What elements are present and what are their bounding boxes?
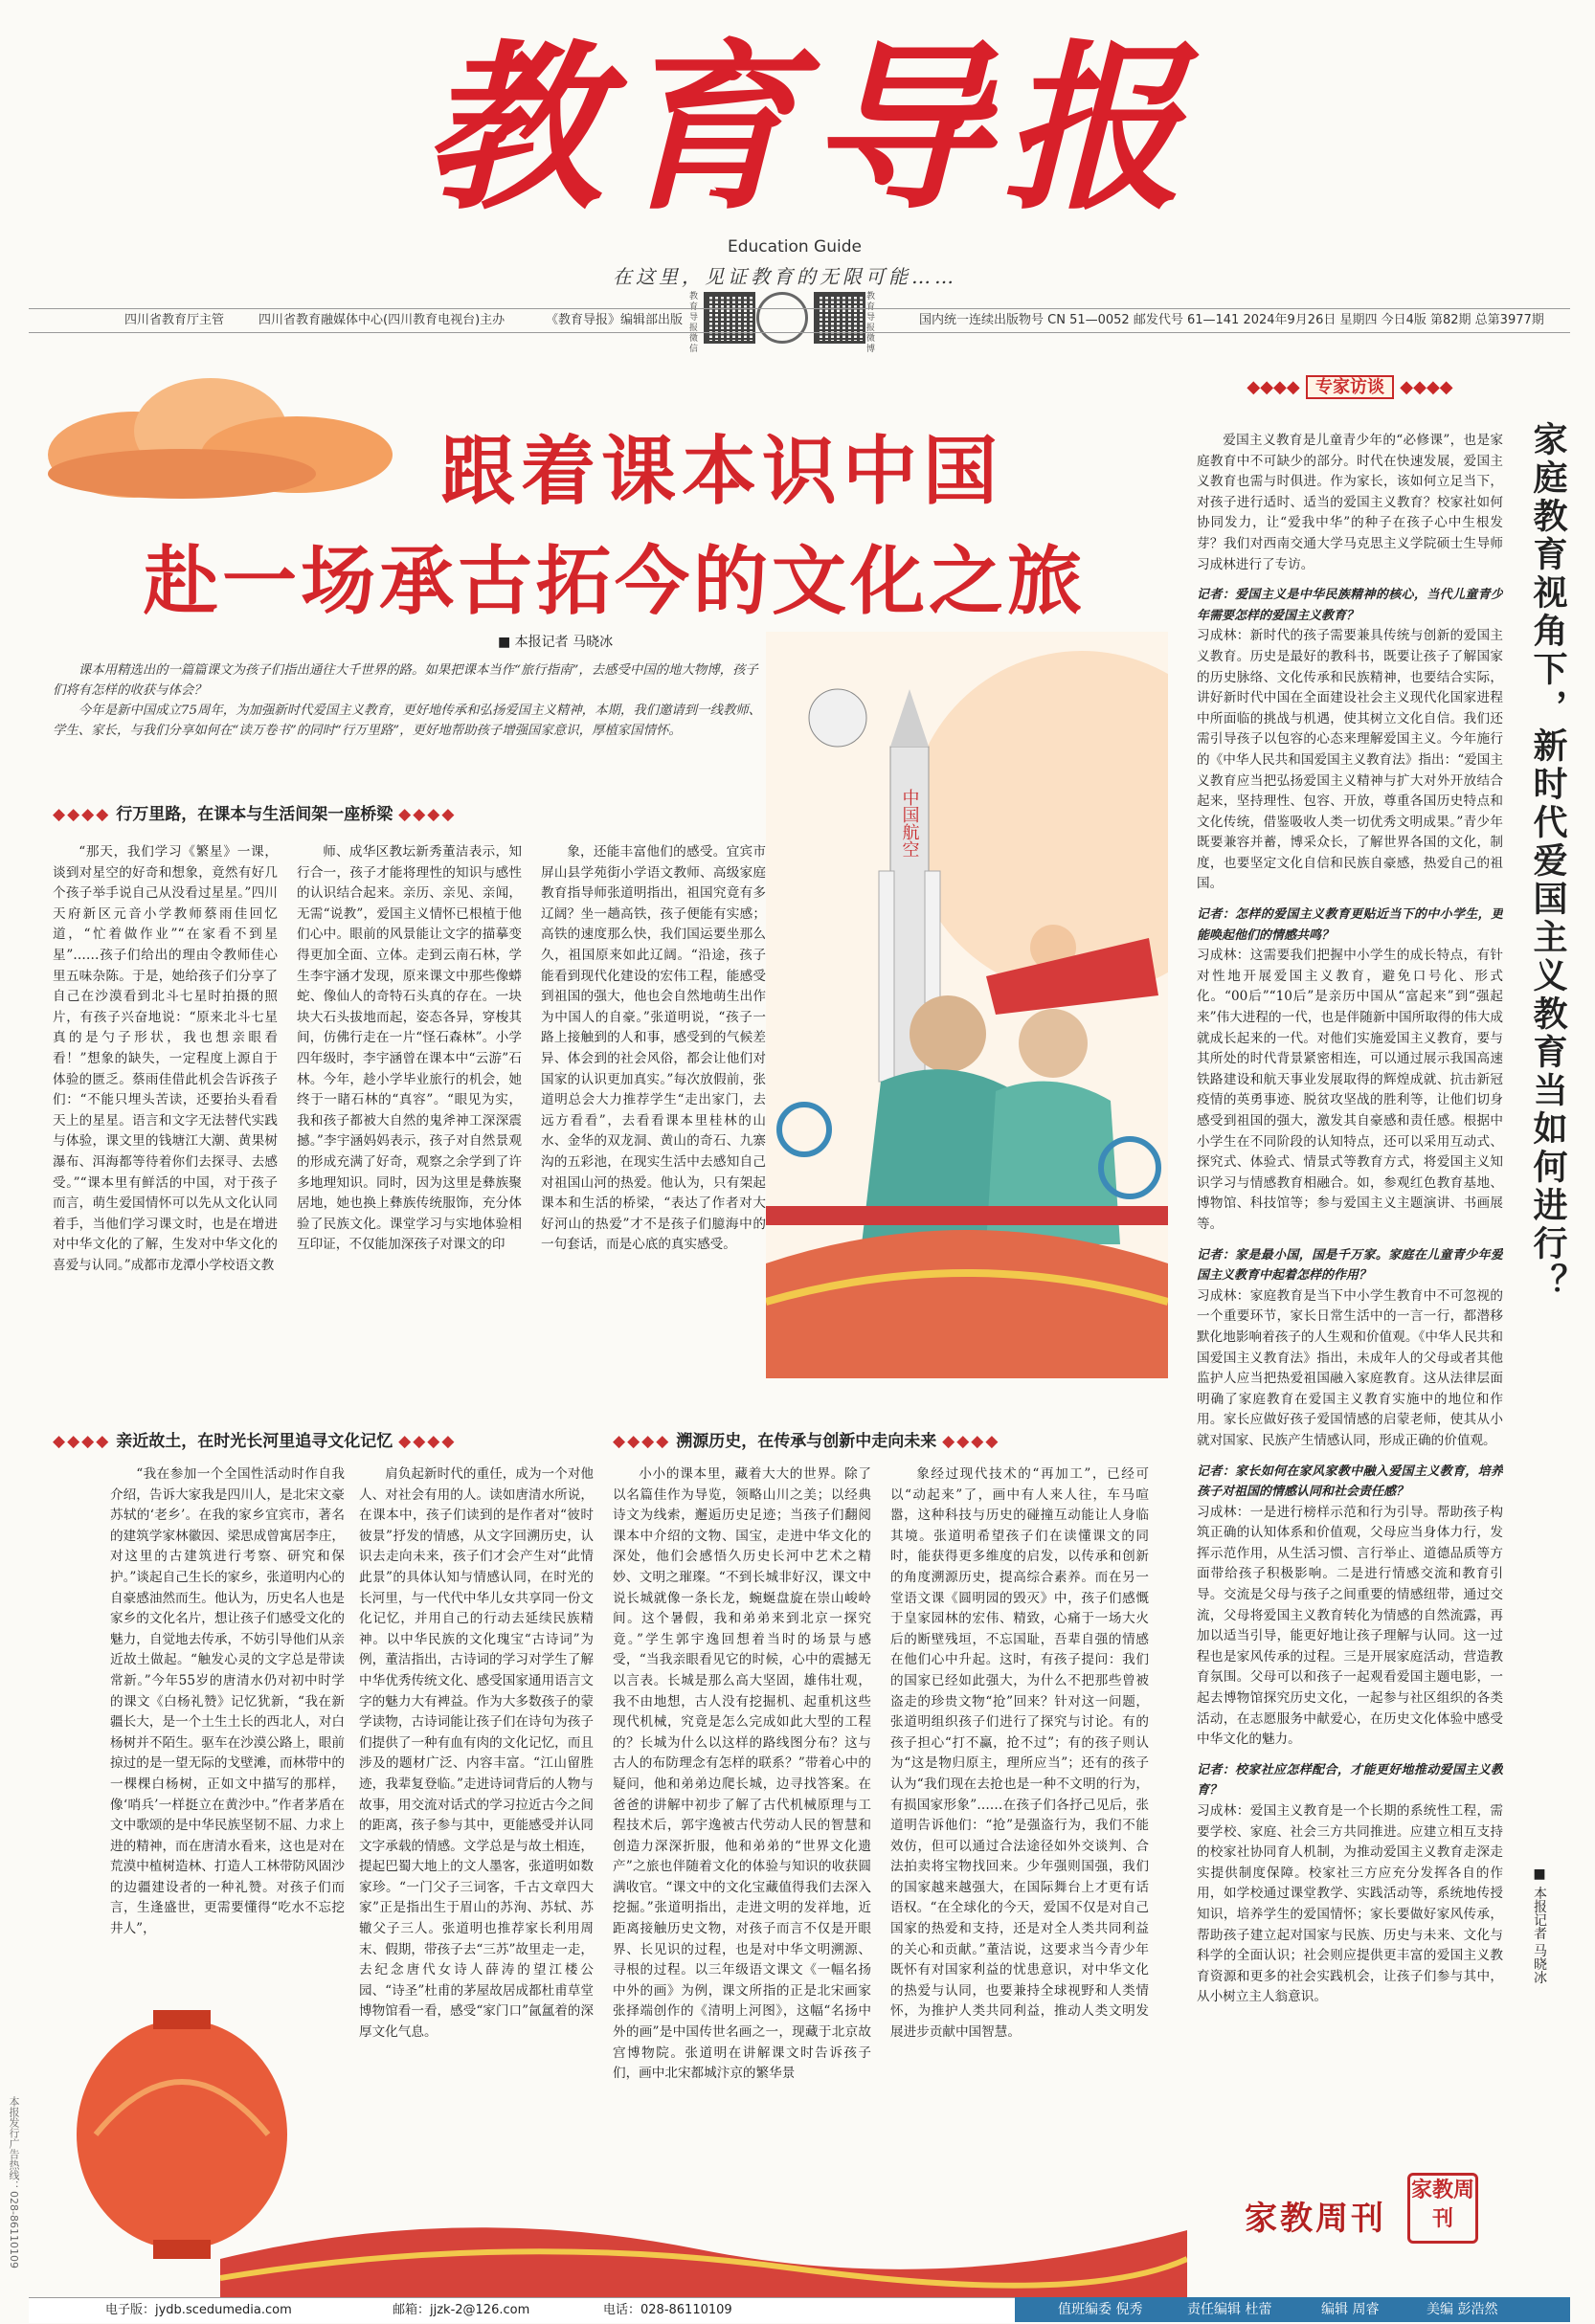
sponsor-3: 《教育导报》编辑部出版: [546, 313, 684, 327]
footer-phone: 电话：028-86110109: [603, 2303, 732, 2317]
side-note: 本报发行广告热线：028-86110109: [8, 2096, 20, 2268]
expert-column: [1197, 431, 1503, 2182]
headline-line-1: 跟着课本识中国: [440, 429, 1004, 515]
expert-interview-label: 专家访谈: [1306, 375, 1394, 399]
weekly-seal: 家教周刊: [1407, 2173, 1478, 2244]
credit-editor: 编辑 周睿: [1321, 2302, 1380, 2317]
section-2-column-2: 肩负起新时代的重任，成为一个对他人、对社会有用的人。读如唐清水所说，在课本中，孩子们读到的是作者对“彼时彼景”抒发的情感，从文字回溯历史，认识去走向未来，孩子们才会产生对“此情此景”的具体认知与情感认同，在时光的长河里，与一代代中华儿女共享同一份文化记忆，并用自己的行动去延续民族精神。以中华民族的文化瑰宝“古诗词”为例，董洁指出，古诗词的学习对学生了解中华优秀传统文化、感受国家通用语言文字的魅力大有裨益。作为大多数孩子的蒙学读物，古诗词能让孩子们在诗句为孩子们提供了一种有血有肉的文化记忆，而且涉及的题材广泛、内容丰富。“江山留胜迹，我辈复登临。”走进诗词背后的人物与故事，用交流对话式的学习拉近古今之间的距离，孩子参与其中，更能感受并认同文字承载的情感。文学总是与故土相连，提起巴蜀大地上的文人墨客，张道明如数家珍。“一门父子三词客，千古文章四大家”正是指出生于眉山的苏洵、苏轼、苏辙父子三人。张道明也推荐家长利用周末、假期，带孩子去“三苏”故里走一走，去纪念唐代女诗人薛涛的望江楼公园、“诗圣”杜甫的茅屋故居成都杜甫草堂博物馆看一看，感受“家门口”氤氲着的深厚文化气息。: [359, 1466, 594, 2041]
footer-email[interactable]: 电子版：jydb.scedumedia.com: [105, 2303, 292, 2317]
sponsor-2: 四川省教育融媒体中心(四川教育电视台)主办: [258, 313, 505, 327]
headline-line-2: 赴一场承古拓今的文化之旅: [144, 539, 1087, 625]
credit-chief-editor: 责任编辑 杜蕾: [1187, 2302, 1272, 2317]
intro-paragraph: 课本用精选出的一篇篇课文为孩子们指出通往大千世界的路。如果把课本当作“旅行指南”，去感受中国的地大物博，孩子们将有怎样的收获与体会？: [53, 663, 758, 698]
answer-1: 习成林：新时代的孩子需要兼具传统与创新的爱国主义教育。历史是最好的教科书，既要让孩子了解国家的历史脉络、文化传承和民族精神，也要结合实际，讲好新时代中国在全面建设社会主义现代化国家进程中所面临的挑战与机遇，使其树立文化自信。我们还需引导孩子以包容的心态来理解爱国主义。今年施行的《中华人民共和国爱国主义教育法》指出：“爱国主义教育应当把弘扬爱国主义精神与扩大对外开放结合起来，坚持理性、包容、开放，尊重各国历史特点和文化传统，借鉴吸收人类一切优秀文明成果。”青少年既要兼容并蓄，博采众长，了解世界各国的文化，制度，也要坚定文化自信和民族自豪感，热爱自己的祖国。: [1197, 628, 1503, 892]
expert-title: 家庭教育视角下，新时代爱国主义教育当如何进行？: [1528, 421, 1568, 1302]
info-bar: [29, 308, 1570, 333]
section-3-column-1: 小小的课本里，藏着大大的世界。除了以名篇佳作为导览，领略山川之美；以经典诗文为线索，邂逅历史足迹；当孩子们翻阅课本中介绍的文物、国宝，走进中华文化的深处，他们会感悟久历史长河中艺术之精妙、文明之璀璨。“不到长城非好汉，课文中说长城就像一条长龙，蜿蜒盘旋在崇山峻岭间。这个暑假，我和弟弟来到北京一探究竟。”学生郭宇逸回想着当时的场景与感受，“当我亲眼看见它的时候，心中的震撼无以言表。长城是那么高大坚固，雄伟壮观，我不由地想，古人没有挖掘机、起重机这些现代机械，究竟是怎么完成如此大型的工程的？长城为什么以这样的路线图分布？这与古人的布防理念有怎样的联系？”带着心中的疑问，他和弟弟边爬长城，边寻找答案。在爸爸的讲解中初步了解了古代机械原理与工程技术后，郭宇逸被古代劳动人民的智慧和创造力深深折服，他和弟弟的“世界文化遗产”之旅也伴随着文化的体验与知识的收获圆满收官。“课文中的文化宝藏值得我们去深入挖掘。”张道明指出，走进文明的发祥地，近距离接触历史文物，对孩子而言不仅是开眼界、长见识的过程，也是对中华文明溯源、寻根的过程。以三年级语文课文《一幅名扬中外的画》为例，课文所指的正是北宋画家张择端创作的《清明上河图》，这幅“名扬中外的画”是中国传世名画之一，现藏于北京故宫博物院。张道明在讲解课文时告诉孩子们，画中北宋都城汴京的繁华景: [613, 1466, 871, 2082]
qr-caption: 教育导报微博: [866, 292, 876, 354]
section-3-header: ◆◆◆◆ 溯源历史，在传承与创新中走向未来 ◆◆◆◆: [613, 1432, 1000, 1451]
answer-3: 习成林：家庭教育是当下中小学生教育中不可忽视的一个重要环节，家长日常生活中的一言一行，都潜移默化地影响着孩子的人生观和价值观。《中华人民共和国爱国主义教育法》指出，未成年人的父母或者其他监护人应当把热爱祖国融入家庭教育。这从法律层面明确了家庭教育在爱国主义教育实施中的地位和作用。家长应做好孩子爱国情感的启蒙老师，使其从小就对国家、民族产生情感认同，形成正确的价值观。: [1197, 1287, 1503, 1448]
answer-2: 习成林：这需要我们把握中小学生的成长特点，有针对性地开展爱国主义教育，避免口号化、形式化。“00后”“10后”是亲历中国从“富起来”到“强起来”伟大进程的一代，也是伴随新中国所取得的伟大成就成长起来的一代。对他们实施爱国主义教育，要与其所处的时代背景紧密相连，可以通过展示我国高速铁路建设和航天事业发展取得的辉煌成就、抗击新冠疫情的英勇事迹、脱贫攻坚战的胜利等，让他们切身感受到祖国的强大，激发其自豪感和责任感。根据中小学生在不同阶段的认知特点，还可以采用互动式、探究式、体验式、情景式等教育方式，将爱国主义知识学习与情感教育相融合。如，参观红色教育基地、博物馆、科技馆等；参与爱国主义主题演讲、书画展等。: [1197, 948, 1503, 1232]
section-2-header: ◆◆◆◆ 亲近故土，在时光长河里追寻文化记忆 ◆◆◆◆: [53, 1432, 457, 1451]
slogan: 在这里，见证教育的无限可能……: [613, 265, 957, 288]
section-1-column-1: “那天，我们学习《繁星》一课，谈到对星空的好奇和想象，竟然有好几个孩子举手说自己从没看过星星。”四川天府新区元音小学教师蔡雨佳回忆道，“忙着做作业”“在家看不到星星”……孩子们给出的理由令教师佳心里五味杂陈。于是，她给孩子们分享了自己在沙漠看到北斗七星时拍摄的照片，有孩子兴奋地说：“原来北斗七星真的是勺子形状，我也想亲眼看看！”想象的缺失，一定程度上源自于体验的匮乏。蔡雨佳借此机会告诉孩子们：“不能只埋头苦读，还要抬头看看天上的星星。语言和文字无法替代实践与体验，课文里的钱塘江大潮、黄果树瀑布、洱海都等待着你们去探寻、去感受。”“课本里有鲜活的中国，对于孩子而言，萌生爱国情怀可以先从文化认同着手，当他们学习课文时，也是在增进对中华文化的了解，生发对中华文化的喜爱与认同。”成都市龙潭小学校语文教: [53, 844, 278, 1273]
question-5: 记者：校家社应怎样配合，才能更好地推动爱国主义教育？: [1197, 1762, 1503, 1799]
section-1-column-2: 师、成华区教坛新秀董洁表示，知行合一，孩子才能将理性的知识与感性的认识结合起来。亲历、亲见、亲闻，无需“说教”，爱国主义情怀已根植于他们心中。眼前的风景能让文字的描摹变得更加全面、立体。走到云南石林，学生李宇涵才发现，原来课文中那些像蟒蛇、像仙人的奇特石头真的存在。一块块大石头拔地而起，姿态各异，穿梭其间，仿佛行走在一片“怪石森林”。小学四年级时，李宇涵曾在课本中“云游”石林。今年，趁小学毕业旅行的机会，她终于一睹石林的“真容”。“眼见为实，我和孩子都被大自然的鬼斧神工深深震撼。”李宇涵妈妈表示，孩子对自然景观的形成充满了好奇，观察之余学到了许多地理知识。同时，因为这里是彝族聚居地，她也换上彝族传统服饰，充分体验了民族文化。课堂学习与实地体验相互印证，不仅能加深孩子对课文的印: [297, 844, 522, 1253]
sponsor-1: 四川省教育厅主管: [124, 313, 225, 327]
masthead-logo: 教育导报: [422, 23, 1196, 235]
intro: [53, 660, 766, 741]
question-3: 记者：家是最小国，国是千万家。家庭在儿童青少年爱国主义教育中起着怎样的作用？: [1197, 1247, 1503, 1284]
rocket-label: 中国航空: [899, 789, 920, 858]
footer-contact-bar: [29, 2297, 1015, 2323]
issue-info: 国内统一连续出版物号 CN 51—0052 邮发代号 61—141 2024年9月26日 星期四 今日4版 第82期 总第3977期: [919, 313, 1544, 327]
footer-credits-bar: [1015, 2297, 1570, 2322]
weekly-label: 家教周刊: [1245, 2200, 1386, 2238]
wave-decoration: [220, 2201, 1187, 2297]
section-2-column-1: “我在参加一个全国性活动时作自我介绍，告诉大家我是四川人，是北宋文豪苏轼的‘老乡’。在我的家乡宜宾市，著名的建筑学家林徽因、梁思成曾寓居李庄，对这里的古建筑进行考察、研究和保护。”谈起自己生长的家乡，张道明内心的自豪感油然而生。他认为，历史名人也是家乡的文化名片，想让孩子们感受文化的魅力，自觉地去传承，不妨引导他们从亲近故土做起。“触发心灵的文字总是带读常新。”今年55岁的唐清水仍对初中时学的课文《白杨礼赞》记忆犹新，“我在新疆长大，是一个土生土长的西北人，对白杨树并不陌生。驱车在沙漠公路上，眼前掠过的是一望无际的戈壁滩，而林带中的一棵棵白杨树，正如文中描写的那样，像‘哨兵’一样挺立在黄沙中。”作者茅盾在文中歌颂的是中华民族坚韧不屈、力求上进的精神，而在唐清水看来，这也是对在荒漠中植树造林、打造人工林带防风固沙的边疆建设者的一种礼赞。对孩子们而言，生逢盛世，更需要懂得“吃水不忘挖井人”，: [110, 1466, 345, 1937]
credit-duty-editor: 值班编委 倪秀: [1058, 2302, 1143, 2317]
section-1-column-3: 象，还能丰富他们的感受。宜宾市屏山县学苑街小学语文教师、高级家庭教育指导师张道明指出，祖国究竟有多辽阔？坐一趟高铁，孩子便能有实感；高铁的速度那么快，我们国运要坐那么久，祖国原来如此辽阔。“沿途，孩子能看到现代化建设的宏伟工程，能感受到祖国的强大，他也会自然地萌生出作为中国人的自豪。”张道明说，“孩子一路上接触到的人和事，感受到的气候差异、体会到的社会风俗，都会让他们对国家的认识更加真实。”每次放假前，张道明总会大力推荐学生“走出家门，去远方看看”，去看看课本里桂林的山水、金华的双龙洞、黄山的奇石、九寨沟的五彩池，在现实生活中去感知自己对祖国山河的热爱。他认为，只有架起课本和生活的桥梁，“表达了作者对大好河山的热爱”才不是孩子们臆海中的一句套话，而是心底的真实感受。: [541, 844, 766, 1253]
question-4: 记者：家长如何在家风家教中融入爱国主义教育，培养孩子对祖国的情感认同和社会责任感？: [1197, 1464, 1503, 1500]
expert-interview-header: ◆◆◆◆ 专家访谈 ◆◆◆◆: [1247, 377, 1453, 397]
section-3-title: 溯源历史，在传承与创新中走向未来: [676, 1432, 937, 1451]
qr-caption: 教育导报微信: [689, 292, 699, 354]
answer-5: 习成林：爱国主义教育是一个长期的系统性工程，需要学校、家庭、社会三方共同推进。应建立相互支持的校家社协同育人机制，为推动爱国主义教育走深走实提供制度保障。校家社三方应充分发挥各自的作用，如学校通过课堂教学、实践活动等，系统地传授知识，培养学生的爱国情怀；家长要做好家风传承，帮助孩子建立起对国家与民族、历史与未来、文化与科学的全面认识；社会则应提供更丰富的爱国主义教育资源和更多的社会实践机会，让孩子们参与其中，从小树立主人翁意识。: [1197, 1803, 1503, 2005]
section-2-title: 亲近故土，在时光长河里追寻文化记忆: [116, 1432, 393, 1451]
byline: ■ 本报记者 马晓冰: [498, 635, 614, 650]
section-3-column-2: 象经过现代技术的“再加工”，已经可以“动起来”了，画中有人来人往，车马喧嚣，这种科技与历史的碰撞互动能让人身临其境。张道明希望孩子们在读懂课文的同时，能获得更多维度的启发，以传承和创新的角度溯源历史，提高综合素养。而在另一堂语文课《圆明园的毁灭》中，孩子们感慨于皇家园林的宏伟、精致，心痛于一场大火后的断壁残垣，不忘国耻，吾辈自强的情感在他们心中升起。这时，有孩子提问：我们的国家已经如此强大，为什么不把那些曾被盗走的珍贵文物“抢”回来？针对这一问题，张道明组织孩子们进行了探究与讨论。有的孩子担心“打不赢，抢不过”；有的孩子则认为“这是物归原主，理所应当”；还有的孩子认为“我们现在去抢也是一种不文明的行为，有损国家形象”……在孩子们各抒己见后，张道明告诉他们：“抢”是强盗行为，我们不能效仿，但可以通过合法途径如外交谈判、合法拍卖将宝物找回来。少年强则国强，我们的国家越来越强大，在国际舞台上才更有话语权。“在全球化的今天，爱国不仅是对自己国家的热爱和支持，还是对全人类共同利益的关心和贡献。”董洁说，这要求当今青少年既怀有对国家利益的忧患意识，对中华文化的热爱与认同，也要兼持全球视野和人类情怀，为推护人类共同利益，推动人类文明发展进步贡献中国智慧。: [890, 1466, 1149, 2041]
intro-paragraph: 今年是新中国成立75周年，为加强新时代爱国主义教育，更好地传承和弘扬爱国主义精神，本期，我们邀请到一线教师、学生、家长，与我们分享如何在“读万卷书”的同时“行万里路”，更好地帮助孩子增强国家意识，厚植家国情怀。: [53, 704, 762, 738]
logo-english: Education Guide: [728, 237, 862, 257]
answer-4: 习成林：一是进行榜样示范和行为引导。帮助孩子构筑正确的认知体系和价值观，父母应当身体力行，发挥示范作用，从生活习惯、言行举止、道德品质等方面带给孩子积极影响。二是进行情感交流和教育引导。交流是父母与孩子之间重要的情感纽带，通过交流，父母将爱国主义教育转化为情感的自然流露，再加以适当引导，能更好地让孩子理解与认同。这一过程也是家风传承的过程。三是开展家庭活动，营造教育氛围。父母可以和孩子一起观看爱国主题电影，一起去博物馆探究历史文化，一起参与社区组织的各类活动，在志愿服务中献爱心，在历史文化体验中感受中华文化的魅力。: [1197, 1504, 1503, 1748]
section-1-title: 行万里路，在课本与生活间架一座桥梁: [116, 805, 393, 824]
question-2: 记者：怎样的爱国主义教育更贴近当下的中小学生，更能唤起他们的情感共鸣？: [1197, 907, 1503, 943]
hero-illustration: [766, 632, 1168, 1378]
expert-byline: ■ 本报记者 马晓冰: [1532, 1866, 1547, 1984]
expert-intro: 爱国主义教育是儿童青少年的“必修课”，也是家庭教育中不可缺少的部分。时代在快速发展，爱国主义教育也需与时俱进。作为家长，该如何立足当下，对孩子进行适时、适当的爱国主义教育？校家社如何协同发力，让“爱我中华”的种子在孩子心中生根发芽？我们对西南交通大学马克思主义学院硕士生导师习成林进行了专访。: [1197, 433, 1503, 572]
credit-designer: 美编 彭浩然: [1427, 2302, 1498, 2317]
cloud-illustration: [29, 364, 421, 507]
question-1: 记者：爱国主义是中华民族精神的核心，当代儿童青少年需要怎样的爱国主义教育？: [1197, 588, 1503, 623]
footer-mailbox[interactable]: 邮箱：jjzk-2@126.com: [393, 2303, 530, 2317]
section-1-header: ◆◆◆◆ 行万里路，在课本与生活间架一座桥梁 ◆◆◆◆: [53, 805, 457, 824]
